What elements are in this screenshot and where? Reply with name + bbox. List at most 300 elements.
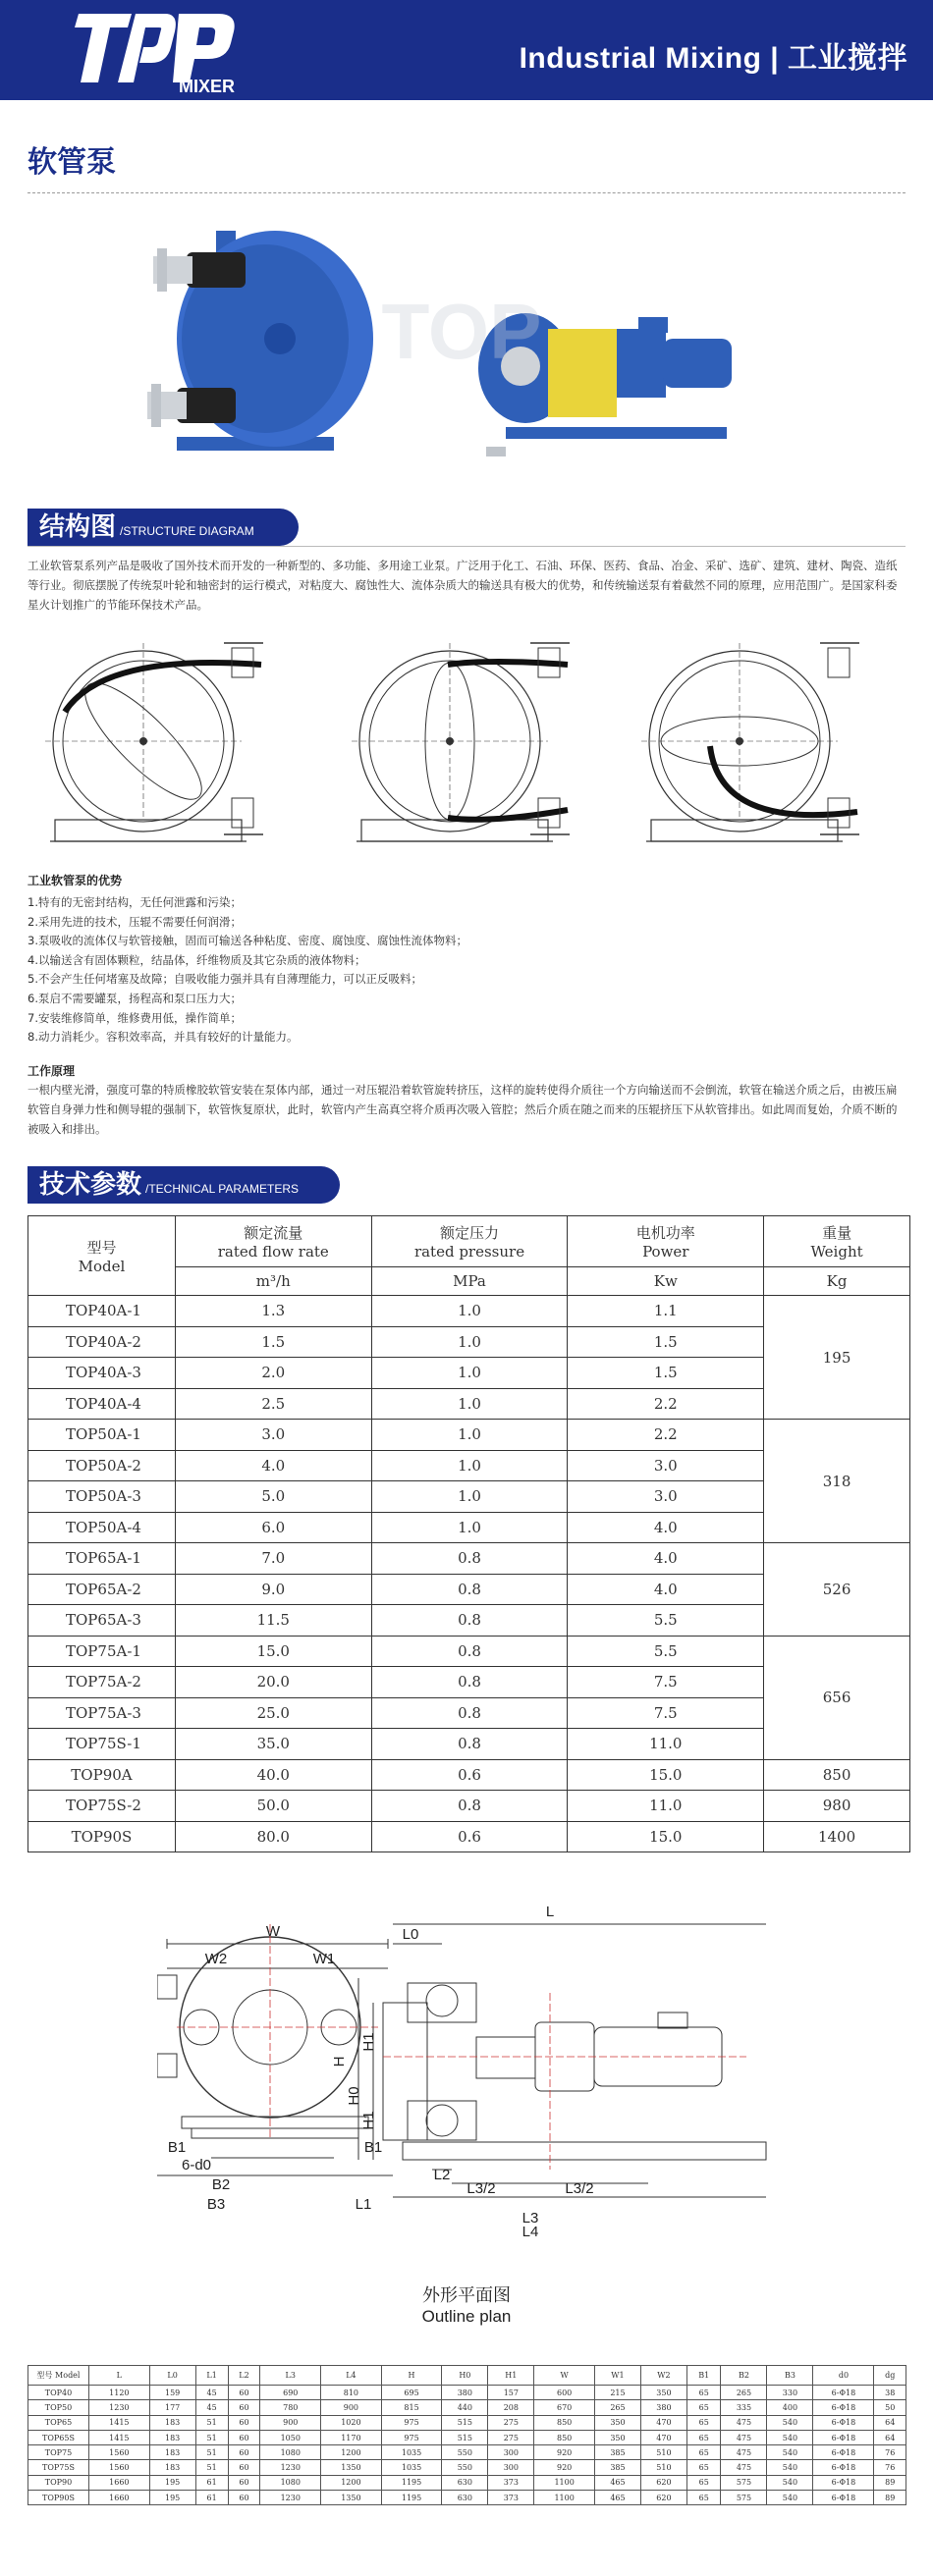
value-cell: 3.0 bbox=[568, 1481, 764, 1513]
value-cell: 15.0 bbox=[568, 1821, 764, 1852]
model-cell: TOP75A-2 bbox=[28, 1667, 176, 1698]
dimension-label: L3 bbox=[521, 2210, 539, 2227]
value-cell: 4.0 bbox=[568, 1543, 764, 1575]
table-cell: 920 bbox=[534, 2460, 595, 2475]
model-cell: TOP65A-1 bbox=[28, 1543, 176, 1575]
value-cell: 0.8 bbox=[371, 1636, 568, 1667]
svg-text:MIXER: MIXER bbox=[179, 77, 236, 94]
table-cell: 1230 bbox=[260, 2460, 321, 2475]
column-header: L3 bbox=[260, 2366, 321, 2386]
outline-title-cn: 外形平面图 bbox=[422, 2285, 511, 2306]
unit-cell: m³/h bbox=[175, 1267, 371, 1296]
value-cell: 0.8 bbox=[371, 1605, 568, 1637]
table-cell: 540 bbox=[767, 2415, 813, 2430]
value-cell: 0.8 bbox=[371, 1697, 568, 1729]
value-cell: 1.0 bbox=[371, 1420, 568, 1451]
table-cell: 183 bbox=[149, 2460, 195, 2475]
unit-cell: MPa bbox=[371, 1267, 568, 1296]
table-cell: 695 bbox=[381, 2386, 442, 2400]
table-row bbox=[28, 2415, 906, 2430]
dimension-label: W2 bbox=[204, 1951, 228, 1967]
principle-title: 工作原理 bbox=[27, 1064, 76, 1078]
pump-cross-section-2 bbox=[352, 643, 570, 841]
table-cell: 60 bbox=[228, 2460, 260, 2475]
table-cell: 575 bbox=[721, 2491, 767, 2505]
table-cell: 380 bbox=[442, 2386, 488, 2400]
dimension-label: W bbox=[265, 1923, 281, 1940]
column-header: 电机功率 Power bbox=[568, 1216, 764, 1267]
table-header-row bbox=[28, 1216, 910, 1267]
table-cell: 1195 bbox=[381, 2475, 442, 2490]
table-cell: 920 bbox=[534, 2445, 595, 2460]
table-cell: 183 bbox=[149, 2415, 195, 2430]
section-title-cn: 技术参数 bbox=[39, 1170, 142, 1200]
table-cell: 620 bbox=[640, 2475, 686, 2490]
table-cell: 1100 bbox=[534, 2491, 595, 2505]
table-cell: 810 bbox=[321, 2386, 382, 2400]
product-photos bbox=[147, 201, 786, 481]
column-header: L bbox=[89, 2366, 150, 2386]
table-cell: TOP75 bbox=[28, 2445, 89, 2460]
table-cell: 89 bbox=[874, 2475, 906, 2490]
weight-cell: 526 bbox=[764, 1543, 910, 1637]
table-cell: 183 bbox=[149, 2445, 195, 2460]
value-cell: 40.0 bbox=[175, 1759, 371, 1791]
table-cell: 65 bbox=[686, 2386, 721, 2400]
dimensions-table bbox=[27, 2365, 906, 2505]
watermark: TOP bbox=[381, 288, 542, 375]
table-cell: 1560 bbox=[89, 2445, 150, 2460]
table-cell: 850 bbox=[534, 2415, 595, 2430]
table-row bbox=[28, 2491, 906, 2505]
table-cell: 60 bbox=[228, 2386, 260, 2400]
table-cell: 6-Φ18 bbox=[813, 2491, 874, 2505]
table-cell: 900 bbox=[260, 2415, 321, 2430]
model-cell: TOP50A-3 bbox=[28, 1481, 176, 1513]
table-cell: 265 bbox=[594, 2400, 640, 2415]
model-cell: TOP40A-1 bbox=[28, 1296, 176, 1327]
value-cell: 2.0 bbox=[175, 1358, 371, 1389]
table-cell: 1080 bbox=[260, 2475, 321, 2490]
table-cell: 373 bbox=[488, 2475, 534, 2490]
table-cell: 1100 bbox=[534, 2475, 595, 2490]
table-cell: 515 bbox=[442, 2415, 488, 2430]
table-cell: 61 bbox=[195, 2475, 228, 2490]
model-cell: TOP50A-2 bbox=[28, 1450, 176, 1481]
value-cell: 3.0 bbox=[568, 1450, 764, 1481]
column-header: B3 bbox=[767, 2366, 813, 2386]
column-header: W bbox=[534, 2366, 595, 2386]
table-cell: 475 bbox=[721, 2415, 767, 2430]
model-cell: TOP40A-3 bbox=[28, 1358, 176, 1389]
value-cell: 11.0 bbox=[568, 1791, 764, 1822]
table-cell: 159 bbox=[149, 2386, 195, 2400]
outline-plan-drawing bbox=[157, 1885, 786, 2297]
table-row bbox=[28, 1543, 910, 1575]
section-title-en: /TECHNICAL PARAMETERS bbox=[145, 1182, 300, 1196]
value-cell: 1.0 bbox=[371, 1358, 568, 1389]
table-cell: TOP50 bbox=[28, 2400, 89, 2415]
value-cell: 80.0 bbox=[175, 1821, 371, 1852]
table-cell: 900 bbox=[321, 2400, 382, 2415]
list-item: 1.特有的无密封结构，无任何泄露和污染； bbox=[27, 895, 242, 909]
brand-logo bbox=[71, 8, 267, 94]
dimension-label: B3 bbox=[206, 2196, 226, 2213]
table-cell: 300 bbox=[488, 2460, 534, 2475]
table-cell: TOP90S bbox=[28, 2491, 89, 2505]
weight-cell: 980 bbox=[764, 1791, 910, 1822]
column-header: B2 bbox=[721, 2366, 767, 2386]
table-cell: 815 bbox=[381, 2400, 442, 2415]
table-cell: 1035 bbox=[381, 2460, 442, 2475]
table-row bbox=[28, 2400, 906, 2415]
value-cell: 4.0 bbox=[568, 1512, 764, 1543]
table-cell: 380 bbox=[640, 2400, 686, 2415]
table-cell: 465 bbox=[594, 2475, 640, 2490]
table-cell: 60 bbox=[228, 2430, 260, 2444]
dimension-label: L4 bbox=[521, 2224, 539, 2240]
table-cell: 475 bbox=[721, 2430, 767, 2444]
model-cell: TOP50A-1 bbox=[28, 1420, 176, 1451]
column-header: L4 bbox=[321, 2366, 382, 2386]
value-cell: 0.8 bbox=[371, 1791, 568, 1822]
table-cell: 1415 bbox=[89, 2430, 150, 2444]
divider bbox=[27, 192, 906, 193]
column-header: 额定压力 rated pressure bbox=[371, 1216, 568, 1267]
value-cell: 7.5 bbox=[568, 1667, 764, 1698]
table-cell: 1035 bbox=[381, 2445, 442, 2460]
table-cell: 61 bbox=[195, 2491, 228, 2505]
table-cell: 89 bbox=[874, 2491, 906, 2505]
table-cell: 157 bbox=[488, 2386, 534, 2400]
intro-paragraph: 工业软管泵系列产品是吸收了国外技术而开发的一种新型的、多功能、多用途工业泵。广泛用于化工、石油、环保、医药、食品、冶金、采矿、选矿、建筑、建材、陶瓷、造纸等行业。彻底摆脱了传统泵叶轮和轴密封的运行模式，对粘度大、腐蚀性大、流体杂质大的输送具有极大的优势，和传统输送泵有着截然不同的原理，应用范围广。是国家科委星火计划推广的节能环保技术产品。 bbox=[27, 559, 898, 612]
table-cell: 51 bbox=[195, 2445, 228, 2460]
table-cell: 540 bbox=[767, 2460, 813, 2475]
column-header: W1 bbox=[594, 2366, 640, 2386]
column-header: H bbox=[381, 2366, 442, 2386]
table-cell: TOP75S bbox=[28, 2460, 89, 2475]
model-cell: TOP65A-2 bbox=[28, 1574, 176, 1605]
dimension-label: L0 bbox=[402, 1926, 419, 1943]
divider bbox=[27, 546, 906, 547]
table-cell: 60 bbox=[228, 2400, 260, 2415]
table-cell: 51 bbox=[195, 2430, 228, 2444]
table-cell: 1170 bbox=[321, 2430, 382, 2444]
advantages-list bbox=[27, 893, 467, 1047]
value-cell: 7.5 bbox=[568, 1697, 764, 1729]
table-cell: 195 bbox=[149, 2475, 195, 2490]
table-cell: 208 bbox=[488, 2400, 534, 2415]
table-row bbox=[28, 1821, 910, 1852]
value-cell: 3.0 bbox=[175, 1420, 371, 1451]
table-cell: 670 bbox=[534, 2400, 595, 2415]
model-cell: TOP90S bbox=[28, 1821, 176, 1852]
value-cell: 1.0 bbox=[371, 1481, 568, 1513]
table-cell: 177 bbox=[149, 2400, 195, 2415]
value-cell: 1.0 bbox=[371, 1512, 568, 1543]
table-cell: 64 bbox=[874, 2415, 906, 2430]
table-cell: 1415 bbox=[89, 2415, 150, 2430]
table-cell: 550 bbox=[442, 2445, 488, 2460]
column-header: L0 bbox=[149, 2366, 195, 2386]
model-cell: TOP65A-3 bbox=[28, 1605, 176, 1637]
list-item: 5.不会产生任何堵塞及故障；自吸收能力强并具有自薄理能力，可以正反吸料； bbox=[27, 972, 422, 987]
table-cell: 465 bbox=[594, 2491, 640, 2505]
value-cell: 0.8 bbox=[371, 1543, 568, 1575]
table-cell: 1195 bbox=[381, 2491, 442, 2505]
table-row bbox=[28, 2430, 906, 2444]
table-cell: 515 bbox=[442, 2430, 488, 2444]
model-cell: TOP40A-4 bbox=[28, 1388, 176, 1420]
table-cell: 60 bbox=[228, 2445, 260, 2460]
table-cell: TOP90 bbox=[28, 2475, 89, 2490]
list-item: 3.泵吸收的流体仅与软管接触，固而可输送各种粘度、密度、腐蚀度、腐蚀性流体物料； bbox=[27, 934, 467, 948]
value-cell: 50.0 bbox=[175, 1791, 371, 1822]
dimension-label: L1 bbox=[355, 2196, 372, 2213]
value-cell: 5.0 bbox=[175, 1481, 371, 1513]
table-cell: 1560 bbox=[89, 2460, 150, 2475]
table-cell: 330 bbox=[767, 2386, 813, 2400]
value-cell: 20.0 bbox=[175, 1667, 371, 1698]
value-cell: 0.8 bbox=[371, 1729, 568, 1760]
table-cell: 975 bbox=[381, 2415, 442, 2430]
list-item: 6.泵启不需要罐泵，扬程高和泵口压力大； bbox=[27, 991, 242, 1005]
column-header: 型号 Model bbox=[28, 1216, 176, 1296]
table-cell: 440 bbox=[442, 2400, 488, 2415]
value-cell: 0.6 bbox=[371, 1759, 568, 1791]
table-cell: 475 bbox=[721, 2445, 767, 2460]
table-cell: 6-Φ18 bbox=[813, 2475, 874, 2490]
table-cell: 195 bbox=[149, 2491, 195, 2505]
dimension-label: H1 bbox=[360, 2111, 377, 2130]
table-cell: 510 bbox=[640, 2445, 686, 2460]
table-cell: 1020 bbox=[321, 2415, 382, 2430]
table-cell: 1230 bbox=[89, 2400, 150, 2415]
table-cell: 60 bbox=[228, 2475, 260, 2490]
table-cell: 350 bbox=[594, 2415, 640, 2430]
value-cell: 1.0 bbox=[371, 1296, 568, 1327]
table-cell: 1120 bbox=[89, 2386, 150, 2400]
table-cell: 65 bbox=[686, 2460, 721, 2475]
table-cell: 385 bbox=[594, 2460, 640, 2475]
table-cell: 600 bbox=[534, 2386, 595, 2400]
value-cell: 0.8 bbox=[371, 1574, 568, 1605]
table-cell: 470 bbox=[640, 2415, 686, 2430]
value-cell: 15.0 bbox=[568, 1759, 764, 1791]
value-cell: 1.1 bbox=[568, 1296, 764, 1327]
table-cell: 540 bbox=[767, 2430, 813, 2444]
table-cell: 51 bbox=[195, 2415, 228, 2430]
table-cell: 1350 bbox=[321, 2460, 382, 2475]
table-cell: 1350 bbox=[321, 2491, 382, 2505]
value-cell: 15.0 bbox=[175, 1636, 371, 1667]
table-cell: 470 bbox=[640, 2430, 686, 2444]
column-header: B1 bbox=[686, 2366, 721, 2386]
table-cell: 38 bbox=[874, 2386, 906, 2400]
value-cell: 1.5 bbox=[568, 1326, 764, 1358]
table-cell: 6-Φ18 bbox=[813, 2460, 874, 2475]
table-row bbox=[28, 1759, 910, 1791]
model-cell: TOP75A-3 bbox=[28, 1697, 176, 1729]
value-cell: 35.0 bbox=[175, 1729, 371, 1760]
table-cell: 1200 bbox=[321, 2475, 382, 2490]
value-cell: 1.5 bbox=[175, 1326, 371, 1358]
table-cell: 6-Φ18 bbox=[813, 2430, 874, 2444]
table-cell: 65 bbox=[686, 2445, 721, 2460]
value-cell: 2.5 bbox=[175, 1388, 371, 1420]
column-header: W2 bbox=[640, 2366, 686, 2386]
advantages-title: 工业软管泵的优势 bbox=[27, 874, 123, 887]
table-cell: 540 bbox=[767, 2445, 813, 2460]
column-header: 重量 Weight bbox=[764, 1216, 910, 1267]
table-cell: 975 bbox=[381, 2430, 442, 2444]
table-row bbox=[28, 1791, 910, 1822]
table-cell: 1660 bbox=[89, 2475, 150, 2490]
value-cell: 7.0 bbox=[175, 1543, 371, 1575]
table-row bbox=[28, 1420, 910, 1451]
technical-parameters-table bbox=[27, 1215, 910, 1852]
table-cell: 65 bbox=[686, 2430, 721, 2444]
model-cell: TOP75S-2 bbox=[28, 1791, 176, 1822]
principle-paragraph: 一根内壁光滑，强度可靠的特质橡胶软管安装在泵体内部，通过一对压辊沿着软管旋转挤压，这样的旋转使得介质往一个方向输送而不会倒流，软管在输送介质之后，由被压扁软管自身弹力性和侧导辊的强制下，软管恢复原状，此时，软管内产生高真空将介质再次吸入管腔；然后介质在随之而来的压辊挤压下从软管排出。如此周而复始，介质不断的被吸入和排出。 bbox=[27, 1083, 898, 1136]
section-heading-structure bbox=[27, 509, 299, 546]
value-cell: 0.6 bbox=[371, 1821, 568, 1852]
model-cell: TOP90A bbox=[28, 1759, 176, 1791]
dimension-label: L2 bbox=[433, 2167, 451, 2183]
table-cell: 265 bbox=[721, 2386, 767, 2400]
value-cell: 0.8 bbox=[371, 1667, 568, 1698]
value-cell: 6.0 bbox=[175, 1512, 371, 1543]
table-cell: 335 bbox=[721, 2400, 767, 2415]
value-cell: 4.0 bbox=[568, 1574, 764, 1605]
column-header: 型号 Model bbox=[28, 2366, 89, 2386]
list-item: 7.安装维修简单，维修费用低，操作简单； bbox=[27, 1010, 242, 1025]
dimension-label: B2 bbox=[211, 2176, 231, 2193]
unit-cell: Kw bbox=[568, 1267, 764, 1296]
dimension-label: H bbox=[331, 2056, 348, 2067]
value-cell: 1.5 bbox=[568, 1358, 764, 1389]
table-cell: 215 bbox=[594, 2386, 640, 2400]
column-header: L1 bbox=[195, 2366, 228, 2386]
table-header-row bbox=[28, 2366, 906, 2386]
table-row bbox=[28, 1636, 910, 1667]
table-cell: 60 bbox=[228, 2415, 260, 2430]
table-cell: 575 bbox=[721, 2475, 767, 2490]
table-cell: 1230 bbox=[260, 2491, 321, 2505]
value-cell: 25.0 bbox=[175, 1697, 371, 1729]
table-cell: 300 bbox=[488, 2445, 534, 2460]
table-cell: 475 bbox=[721, 2460, 767, 2475]
list-item: 4.以输送含有固体颗粒，结晶体，纤维物质及其它杂质的液体物料； bbox=[27, 952, 366, 967]
dimension-label: L bbox=[545, 1904, 555, 1920]
list-item: 2.采用先进的技术，压辊不需要任何润滑； bbox=[27, 914, 242, 929]
table-cell: 510 bbox=[640, 2460, 686, 2475]
hose-pump-photo-1 bbox=[147, 231, 373, 451]
table-cell: 630 bbox=[442, 2475, 488, 2490]
table-cell: 350 bbox=[594, 2430, 640, 2444]
table-cell: TOP65 bbox=[28, 2415, 89, 2430]
table-cell: 780 bbox=[260, 2400, 321, 2415]
table-row bbox=[28, 1296, 910, 1327]
pump-cross-section-1 bbox=[45, 643, 263, 841]
table-cell: 550 bbox=[442, 2460, 488, 2475]
value-cell: 11.0 bbox=[568, 1729, 764, 1760]
table-cell: 400 bbox=[767, 2400, 813, 2415]
value-cell: 4.0 bbox=[175, 1450, 371, 1481]
list-item: 8.动力消耗少。容积效率高，并具有较好的计量能力。 bbox=[27, 1030, 299, 1045]
model-cell: TOP50A-4 bbox=[28, 1512, 176, 1543]
outline-title-en: Outline plan bbox=[421, 2307, 512, 2326]
table-cell: 690 bbox=[260, 2386, 321, 2400]
table-cell: 6-Φ18 bbox=[813, 2386, 874, 2400]
weight-cell: 656 bbox=[764, 1636, 910, 1759]
table-cell: TOP40 bbox=[28, 2386, 89, 2400]
table-cell: 60 bbox=[228, 2491, 260, 2505]
model-cell: TOP75S-1 bbox=[28, 1729, 176, 1760]
value-cell: 9.0 bbox=[175, 1574, 371, 1605]
table-row bbox=[28, 2475, 906, 2490]
table-cell: 6-Φ18 bbox=[813, 2415, 874, 2430]
column-header: H0 bbox=[442, 2366, 488, 2386]
table-cell: 373 bbox=[488, 2491, 534, 2505]
table-cell: 6-Φ18 bbox=[813, 2445, 874, 2460]
table-cell: 385 bbox=[594, 2445, 640, 2460]
value-cell: 1.3 bbox=[175, 1296, 371, 1327]
table-cell: 1660 bbox=[89, 2491, 150, 2505]
table-cell: 275 bbox=[488, 2430, 534, 2444]
dimension-label: L3/2 bbox=[565, 2180, 594, 2197]
table-cell: 540 bbox=[767, 2475, 813, 2490]
page-title: 软管泵 bbox=[27, 145, 116, 180]
header-banner bbox=[0, 0, 933, 100]
weight-cell: 850 bbox=[764, 1759, 910, 1791]
table-cell: 50 bbox=[874, 2400, 906, 2415]
table-cell: 620 bbox=[640, 2491, 686, 2505]
value-cell: 1.0 bbox=[371, 1388, 568, 1420]
table-cell: 45 bbox=[195, 2386, 228, 2400]
table-cell: 1200 bbox=[321, 2445, 382, 2460]
value-cell: 5.5 bbox=[568, 1636, 764, 1667]
structure-diagrams bbox=[27, 628, 906, 844]
section-title-cn: 结构图 bbox=[39, 512, 117, 542]
value-cell: 2.2 bbox=[568, 1420, 764, 1451]
table-cell: 76 bbox=[874, 2445, 906, 2460]
dimension-label: W1 bbox=[312, 1951, 336, 1967]
value-cell: 5.5 bbox=[568, 1605, 764, 1637]
weight-cell: 1400 bbox=[764, 1821, 910, 1852]
value-cell: 1.0 bbox=[371, 1326, 568, 1358]
table-cell: 45 bbox=[195, 2400, 228, 2415]
table-cell: 65 bbox=[686, 2400, 721, 2415]
model-cell: TOP40A-2 bbox=[28, 1326, 176, 1358]
table-cell: 275 bbox=[488, 2415, 534, 2430]
dimension-label: H1 bbox=[360, 2032, 377, 2052]
column-header: 额定流量 rated flow rate bbox=[175, 1216, 371, 1267]
value-cell: 1.0 bbox=[371, 1450, 568, 1481]
table-row bbox=[28, 2445, 906, 2460]
column-header: H1 bbox=[488, 2366, 534, 2386]
value-cell: 2.2 bbox=[568, 1388, 764, 1420]
table-cell: 51 bbox=[195, 2460, 228, 2475]
weight-cell: 195 bbox=[764, 1296, 910, 1420]
dimension-label: 6-d0 bbox=[181, 2157, 212, 2174]
column-header: L2 bbox=[228, 2366, 260, 2386]
header-title: Industrial Mixing | 工业搅拌 bbox=[519, 42, 907, 75]
table-cell: 65 bbox=[686, 2415, 721, 2430]
unit-cell: Kg bbox=[764, 1267, 910, 1296]
dimension-label: B1 bbox=[363, 2139, 383, 2156]
table-cell: 850 bbox=[534, 2430, 595, 2444]
